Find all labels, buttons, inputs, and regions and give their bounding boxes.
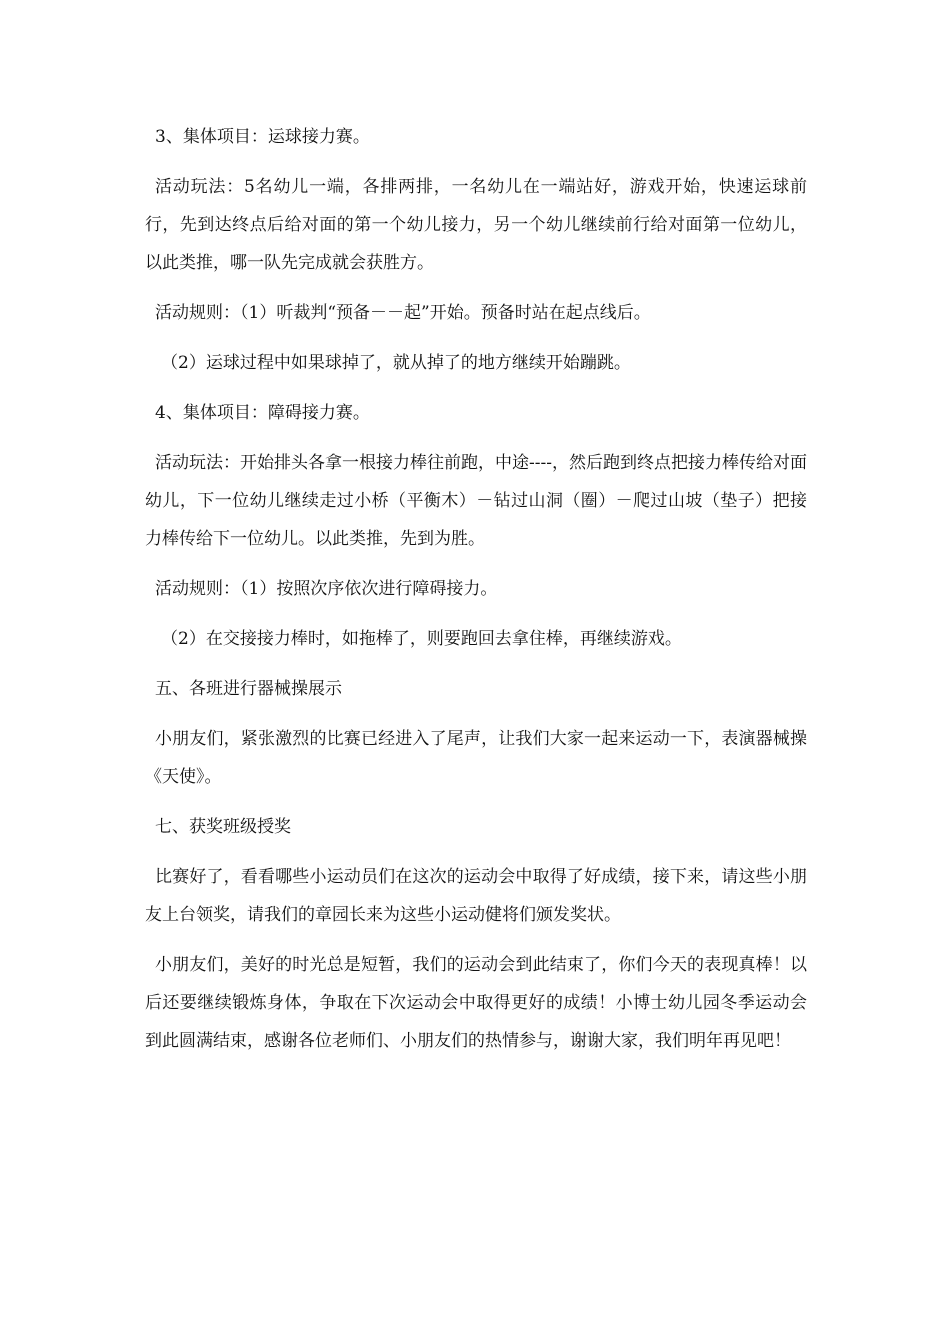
document-body <box>145 118 807 1072</box>
paragraph-closing: 小朋友们，美好的时光总是短暂，我们的运动会到此结束了，你们今天的表现真棒！以后还要继续锻炼身体，争取在下次运动会中取得更好的成绩！小博士幼儿园冬季运动会到此圆满结束，感谢各位老师们、小朋友们的热情参与，谢谢大家，我们明年再见吧！ <box>145 955 807 1051</box>
paragraph-relay-ball-rule-1: 活动规则：（1）听裁判“预备－－起”开始。预备时站在起点线后。 <box>155 303 651 323</box>
paragraph-obstacle-gameplay: 活动玩法：开始排头各拿一根接力棒往前跑，中途----，然后跑到终点把接力棒传给对面幼儿，下一位幼儿继续走过小桥（平衡木）－钻过山洞（圈）－爬过山坡（垫子）把接力棒传给下一位幼儿。以此类推，先到为胜。 <box>145 453 807 549</box>
section-heading-equipment-exercise: 五、各班进行器械操展示 <box>155 679 342 699</box>
paragraph-obstacle-rule-2: （2）在交接接力棒时，如拖棒了，则要跑回去拿住棒，再继续游戏。 <box>161 629 682 649</box>
paragraph-awards: 比赛好了，看看哪些小运动员们在这次的运动会中取得了好成绩，接下来，请这些小朋友上台领奖，请我们的章园长来为这些小运动健将们颁发奖状。 <box>145 867 807 925</box>
paragraph-relay-ball-gameplay: 活动玩法：5名幼儿一端，各排两排，一名幼儿在一端站好，游戏开始，快速运球前行，先到达终点后给对面的第一个幼儿接力，另一个幼儿继续前行给对面第一位幼儿，以此类推，哪一队先完成就会获胜方。 <box>145 177 807 273</box>
paragraph-obstacle-rule-1: 活动规则：（1）按照次序依次进行障碍接力。 <box>155 579 498 599</box>
section-heading-relay-ball: 3、集体项目：运球接力赛。 <box>155 127 370 147</box>
paragraph-equipment-exercise: 小朋友们，紧张激烈的比赛已经进入了尾声，让我们大家一起来运动一下，表演器械操《天使》。 <box>145 729 807 787</box>
section-heading-awards: 七、获奖班级授奖 <box>155 817 291 837</box>
paragraph-relay-ball-rule-2: （2）运球过程中如果球掉了，就从掉了的地方继续开始蹦跳。 <box>161 353 631 373</box>
section-heading-obstacle-relay: 4、集体项目：障碍接力赛。 <box>155 403 370 423</box>
